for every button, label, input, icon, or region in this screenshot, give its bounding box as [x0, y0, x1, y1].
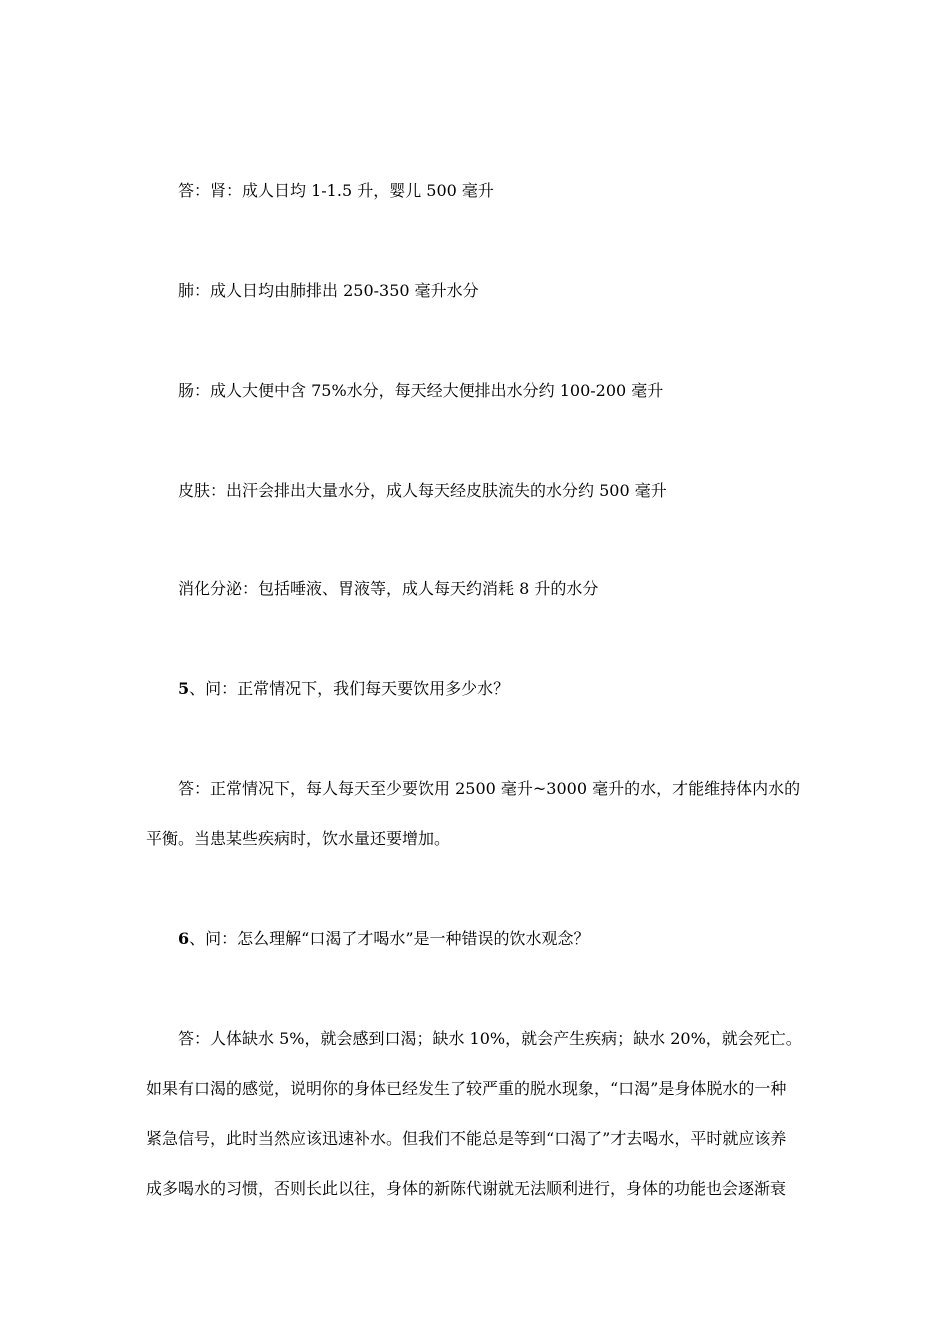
question-6-text: 、问：怎么理解“口渴了才喝水”是一种错误的饮水观念？ — [189, 929, 590, 948]
answer-5-line-2: 平衡。当患某些疾病时，饮水量还要增加。 — [146, 829, 451, 848]
question-6 — [178, 928, 590, 950]
answer-6-line-1: 答：人体缺水 5%，就会感到口渴；缺水 10%，就会产生疾病；缺水 20%，就会死亡。 — [178, 1029, 802, 1048]
question-6-number: 6 — [178, 929, 190, 948]
paragraph-kidney: 答：肾：成人日均 1-1.5 升，婴儿 500 毫升 — [178, 181, 494, 200]
question-5-number: 5 — [178, 679, 190, 698]
paragraph-skin: 皮肤：出汗会排出大量水分，成人每天经皮肤流失的水分约 500 毫升 — [178, 481, 667, 500]
question-5 — [178, 678, 509, 700]
answer-6-line-3: 紧急信号，此时当然应该迅速补水。但我们不能总是等到“口渴了”才去喝水，平时就应该养 — [146, 1129, 787, 1148]
paragraph-digestion: 消化分泌：包括唾液、胃液等，成人每天约消耗 8 升的水分 — [178, 579, 599, 598]
answer-6-line-4: 成多喝水的习惯，否则长此以往，身体的新陈代谢就无法顺利进行，身体的功能也会逐渐衰 — [146, 1179, 787, 1198]
paragraph-lung: 肺：成人日均由肺排出 250-350 毫升水分 — [178, 281, 479, 300]
question-5-text: 、问：正常情况下，我们每天要饮用多少水？ — [189, 679, 510, 698]
answer-6-line-2: 如果有口渴的感觉，说明你的身体已经发生了较严重的脱水现象，“口渴”是身体脱水的一种 — [146, 1079, 787, 1098]
paragraph-intestine: 肠：成人大便中含 75%水分，每天经大便排出水分约 100-200 毫升 — [178, 381, 664, 400]
answer-5-line-1: 答：正常情况下，每人每天至少要饮用 2500 毫升~3000 毫升的水，才能维持体内水的 — [178, 779, 801, 798]
